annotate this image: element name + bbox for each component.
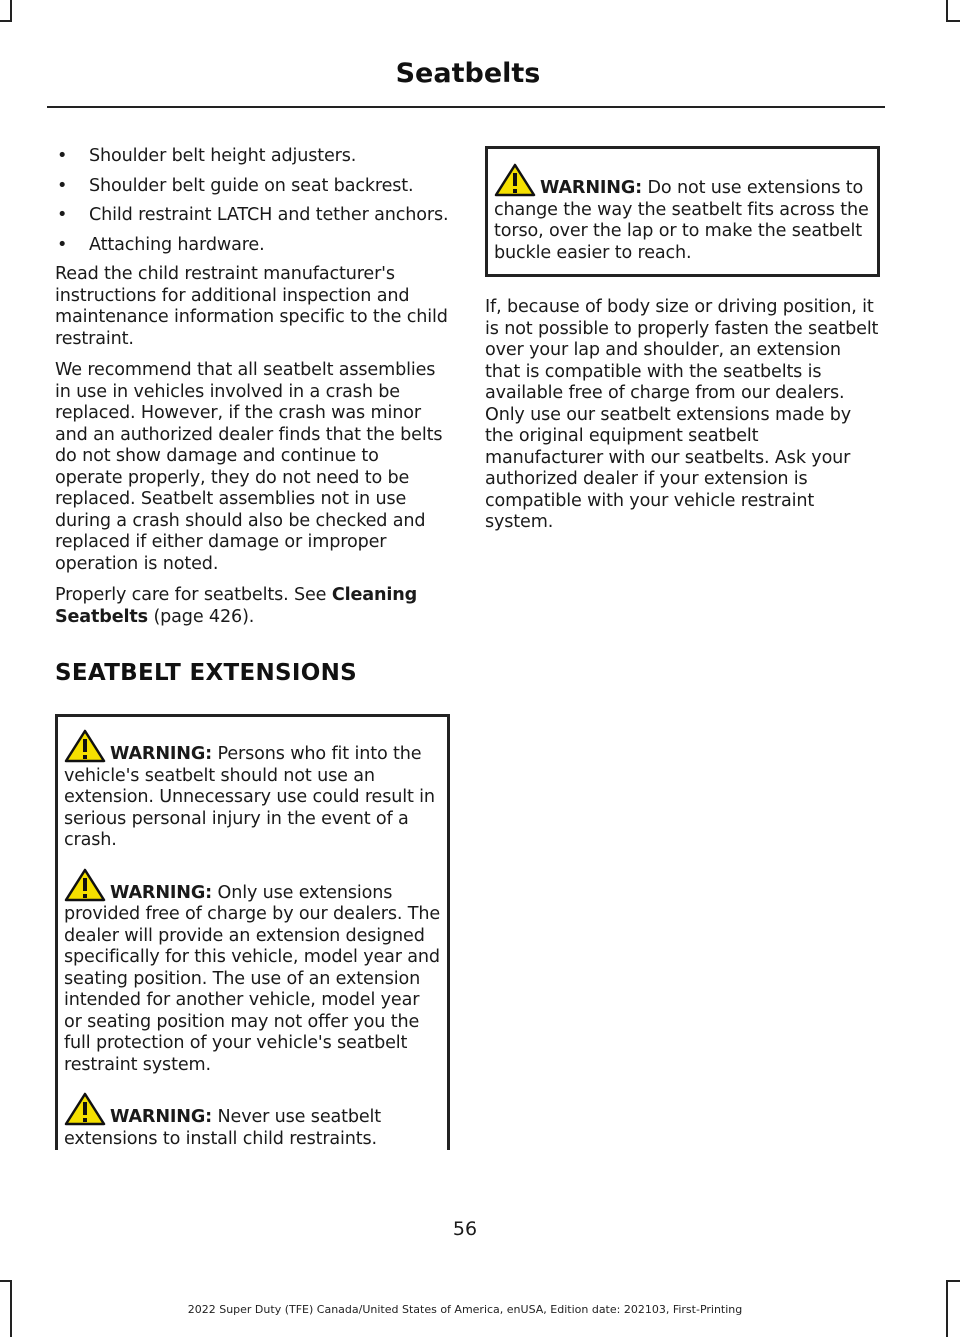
bullet-icon: • [57, 205, 68, 225]
page-title: Seatbelts [395, 58, 541, 89]
left-column [55, 146, 450, 1162]
page-number: 56 [452, 1218, 478, 1240]
warning-box [485, 146, 880, 277]
warning-triangle-icon [64, 868, 106, 902]
crop-mark-bottom-right [946, 1280, 948, 1337]
warning-persons-who-fit: WARNING: Persons who fit into the vehicle's seatbelt should not use an extension. Unnecessary use could result in serious personal injury in the event of a crash. [64, 729, 441, 852]
warning-triangle-icon [64, 729, 106, 763]
section-heading: SEATBELT EXTENSIONS [55, 660, 358, 686]
paragraph-replacement: We recommend that all seatbelt assemblies in use in vehicles involved in a crash be replaced. However, if the crash was minor and an authorized dealer finds that the belts do not show damage and continue to operate properly, they do not need to be replaced. Seatbelt assemblies not in use during a crash should also be checked and replaced if either damage or improper operation is noted. [55, 360, 443, 574]
bullet-icon: • [57, 146, 68, 166]
inspection-list [55, 146, 450, 256]
paragraph-manufacturer-instructions: Read the child restraint manufacturer's instructions for additional inspection and maintenance information specific to the child restraint. [55, 264, 448, 349]
bullet-icon: • [57, 175, 68, 196]
crop-mark-top-right [946, 0, 948, 22]
list-item: • Shoulder belt guide on seat backrest. [57, 175, 414, 196]
crop-mark-top-right-h [946, 20, 960, 22]
header-rule [47, 106, 885, 108]
crop-mark-bottom-right-h [946, 1280, 960, 1282]
bullet-icon: • [57, 234, 68, 255]
list-item: • Shoulder belt height adjusters. [57, 146, 357, 166]
warning-box [55, 714, 450, 1150]
warning-only-dealer-extensions: WARNING: Only use extensions provided free of charge by our dealers. The dealer will provide an extension designed specifically for this vehicle, model year and seating position. The use of an extension intended for another vehicle, model year or seating position may not offer you the full protection of your vehicle's seatbelt restraint system. [64, 868, 441, 1077]
warning-triangle-icon [64, 1092, 106, 1126]
paragraph-care: Properly care for seatbelts. See Cleaning Seatbelts (page 426). [55, 585, 418, 627]
paragraph-extension-availability: If, because of body size or driving position, it is not possible to properly fasten the seatbelt over your lap and shoulder, an extension that is compatible with the seatbelts is available free of charge from our dealers. Only use our seatbelt extensions made by the original equipment seatbelt manufacturer with our seatbelts. Ask your authorized dealer if your extension is compatible with your vehicle restraint system. [485, 297, 879, 532]
crop-mark-bottom-left-h [0, 1280, 12, 1282]
right-column [485, 146, 880, 544]
crop-mark-top-left-h [0, 20, 12, 22]
list-item: • Child restraint LATCH and tether anchors. [57, 205, 449, 225]
warning-triangle-icon [494, 163, 536, 197]
list-item: • Attaching hardware. [57, 234, 265, 255]
crop-mark-top-left [10, 0, 12, 22]
warning-do-not-change-fit: WARNING: Do not use extensions to change the way the seatbelt fits across the torso, over the lap or to make the seatbelt buckle easier to reach. [494, 163, 871, 264]
cleaning-seatbelts-link[interactable]: Cleaning Seatbelts [55, 585, 418, 627]
footer-edition: 2022 Super Duty (TFE) Canada/United States of America, enUSA, Edition date: 202103, First-Printing [187, 1303, 743, 1316]
warning-child-restraints: WARNING: Never use seatbelt extensions to install child restraints. [64, 1092, 441, 1150]
